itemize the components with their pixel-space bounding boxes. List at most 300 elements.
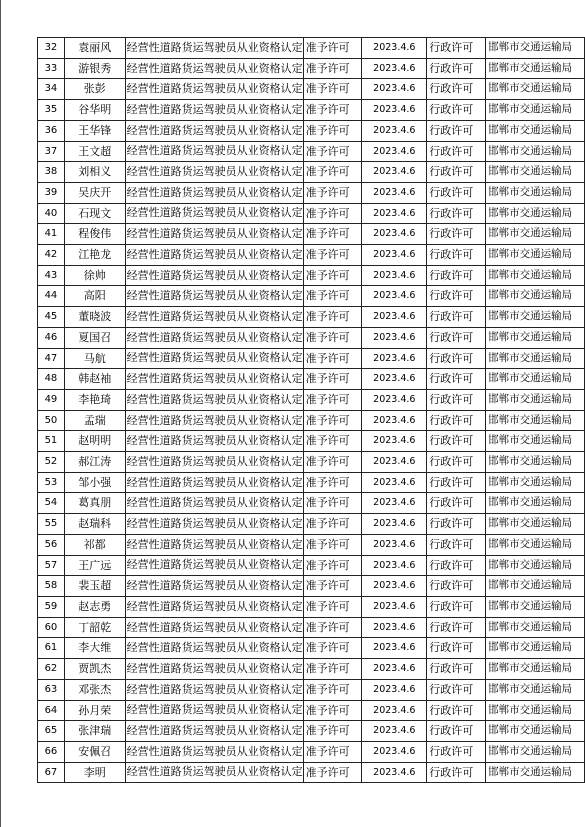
date-cell: 2023.4.6 bbox=[362, 431, 427, 452]
name-cell: 袁丽风 bbox=[64, 38, 125, 59]
permit-item-cell bbox=[125, 348, 303, 369]
name-cell: 邓张杰 bbox=[64, 679, 125, 700]
permit-item-cell bbox=[125, 120, 303, 141]
category-cell: 行政许可 bbox=[427, 286, 486, 307]
permit-item-cell bbox=[125, 472, 303, 493]
date-cell: 2023.4.6 bbox=[362, 265, 427, 286]
name-cell: 李艳琦 bbox=[64, 389, 125, 410]
authority-cell: 邯郸市交通运输局 bbox=[486, 224, 585, 245]
decision-cell: 准予许可 bbox=[303, 555, 362, 576]
permit-item-cell bbox=[125, 700, 303, 721]
date-cell: 2023.4.6 bbox=[362, 452, 427, 473]
date-cell: 2023.4.6 bbox=[362, 100, 427, 121]
date-cell: 2023.4.6 bbox=[362, 162, 427, 183]
permit-item-text: 经营性道路货运驾驶员从业资格认定 bbox=[126, 61, 303, 75]
row-number-cell: 54 bbox=[38, 493, 65, 514]
authority-cell: 邯郸市交通运输局 bbox=[486, 369, 585, 390]
permit-item-cell bbox=[125, 679, 303, 700]
table-row bbox=[38, 182, 585, 203]
name-cell: 高阳 bbox=[64, 286, 125, 307]
authority-cell: 邯郸市交通运输局 bbox=[486, 555, 585, 576]
table-row bbox=[38, 431, 585, 452]
date-cell: 2023.4.6 bbox=[362, 389, 427, 410]
name-cell: 吴庆开 bbox=[64, 182, 125, 203]
date-cell: 2023.4.6 bbox=[362, 79, 427, 100]
permit-item-text: 经营性道路货运驾驶员从业资格认定 bbox=[126, 289, 303, 303]
decision-cell: 准予许可 bbox=[303, 762, 362, 783]
row-number-cell: 60 bbox=[38, 617, 65, 638]
permit-item-text: 经营性道路货运驾驶员从业资格认定 bbox=[126, 434, 303, 448]
date-cell: 2023.4.6 bbox=[362, 203, 427, 224]
decision-cell: 准予许可 bbox=[303, 514, 362, 535]
name-cell: 郝江涛 bbox=[64, 452, 125, 473]
row-number-cell: 53 bbox=[38, 472, 65, 493]
permit-item-cell bbox=[125, 638, 303, 659]
authority-cell: 邯郸市交通运输局 bbox=[486, 265, 585, 286]
row-number-cell: 42 bbox=[38, 245, 65, 266]
authority-cell: 邯郸市交通运输局 bbox=[486, 659, 585, 680]
table-row bbox=[38, 762, 585, 783]
permit-item-cell bbox=[125, 452, 303, 473]
permit-item-text: 经营性道路货运驾驶员从业资格认定 bbox=[126, 703, 303, 717]
permit-item-cell bbox=[125, 182, 303, 203]
row-number-cell: 34 bbox=[38, 79, 65, 100]
row-number-cell: 48 bbox=[38, 369, 65, 390]
permit-item-text: 经营性道路货运驾驶员从业资格认定 bbox=[126, 247, 303, 261]
date-cell: 2023.4.6 bbox=[362, 58, 427, 79]
authority-cell: 邯郸市交通运输局 bbox=[486, 721, 585, 742]
table-row bbox=[38, 638, 585, 659]
row-number-cell: 56 bbox=[38, 534, 65, 555]
authority-cell: 邯郸市交通运输局 bbox=[486, 389, 585, 410]
decision-cell: 准予许可 bbox=[303, 617, 362, 638]
name-cell: 赵志勇 bbox=[64, 596, 125, 617]
permit-item-text: 经营性道路货运驾驶员从业资格认定 bbox=[126, 496, 303, 510]
permit-item-text: 经营性道路货运驾驶员从业资格认定 bbox=[126, 744, 303, 758]
table-row bbox=[38, 493, 585, 514]
table-row bbox=[38, 700, 585, 721]
permit-item-text: 经营性道路货运驾驶员从业资格认定 bbox=[126, 227, 303, 241]
authority-cell: 邯郸市交通运输局 bbox=[486, 307, 585, 328]
permit-item-text: 经营性道路货运驾驶员从业资格认定 bbox=[126, 144, 303, 158]
name-cell: 孟瑞 bbox=[64, 410, 125, 431]
table-row bbox=[38, 265, 585, 286]
permit-item-cell bbox=[125, 659, 303, 680]
table-row bbox=[38, 555, 585, 576]
row-number-cell: 38 bbox=[38, 162, 65, 183]
date-cell: 2023.4.6 bbox=[362, 493, 427, 514]
permit-table-body bbox=[38, 38, 585, 783]
row-number-cell: 50 bbox=[38, 410, 65, 431]
category-cell: 行政许可 bbox=[427, 327, 486, 348]
category-cell: 行政许可 bbox=[427, 203, 486, 224]
decision-cell: 准予许可 bbox=[303, 431, 362, 452]
permit-item-text: 经营性道路货运驾驶员从业资格认定 bbox=[126, 641, 303, 655]
row-number-cell: 55 bbox=[38, 514, 65, 535]
date-cell: 2023.4.6 bbox=[362, 741, 427, 762]
date-cell: 2023.4.6 bbox=[362, 120, 427, 141]
row-number-cell: 65 bbox=[38, 721, 65, 742]
decision-cell: 准予许可 bbox=[303, 58, 362, 79]
name-cell: 张彭 bbox=[64, 79, 125, 100]
category-cell: 行政许可 bbox=[427, 452, 486, 473]
permit-item-text: 经营性道路货运驾驶员从业资格认定 bbox=[126, 372, 303, 386]
date-cell: 2023.4.6 bbox=[362, 679, 427, 700]
name-cell: 徐帅 bbox=[64, 265, 125, 286]
name-cell: 张津瑞 bbox=[64, 721, 125, 742]
authority-cell: 邯郸市交通运输局 bbox=[486, 638, 585, 659]
name-cell: 赵瑞科 bbox=[64, 514, 125, 535]
decision-cell: 准予许可 bbox=[303, 369, 362, 390]
date-cell: 2023.4.6 bbox=[362, 141, 427, 162]
row-number-cell: 51 bbox=[38, 431, 65, 452]
date-cell: 2023.4.6 bbox=[362, 286, 427, 307]
category-cell: 行政许可 bbox=[427, 224, 486, 245]
table-row bbox=[38, 576, 585, 597]
permit-item-text: 经营性道路货运驾驶员从业资格认定 bbox=[126, 454, 303, 468]
name-cell: 赵明明 bbox=[64, 431, 125, 452]
category-cell: 行政许可 bbox=[427, 369, 486, 390]
permit-item-cell bbox=[125, 38, 303, 59]
date-cell: 2023.4.6 bbox=[362, 576, 427, 597]
permit-item-cell bbox=[125, 555, 303, 576]
table-row bbox=[38, 617, 585, 638]
permit-item-text: 经营性道路货运驾驶员从业资格认定 bbox=[126, 724, 303, 738]
table-row bbox=[38, 307, 585, 328]
row-number-cell: 35 bbox=[38, 100, 65, 121]
table-row bbox=[38, 162, 585, 183]
decision-cell: 准予许可 bbox=[303, 472, 362, 493]
decision-cell: 准予许可 bbox=[303, 286, 362, 307]
decision-cell: 准予许可 bbox=[303, 721, 362, 742]
permit-item-cell bbox=[125, 141, 303, 162]
name-cell: 邹小强 bbox=[64, 472, 125, 493]
name-cell: 李明 bbox=[64, 762, 125, 783]
decision-cell: 准予许可 bbox=[303, 120, 362, 141]
row-number-cell: 62 bbox=[38, 659, 65, 680]
decision-cell: 准予许可 bbox=[303, 38, 362, 59]
name-cell: 葛真朋 bbox=[64, 493, 125, 514]
authority-cell: 邯郸市交通运输局 bbox=[486, 472, 585, 493]
category-cell: 行政许可 bbox=[427, 576, 486, 597]
category-cell: 行政许可 bbox=[427, 514, 486, 535]
permit-item-text: 经营性道路货运驾驶员从业资格认定 bbox=[126, 392, 303, 406]
row-number-cell: 49 bbox=[38, 389, 65, 410]
permit-item-cell bbox=[125, 100, 303, 121]
row-number-cell: 63 bbox=[38, 679, 65, 700]
date-cell: 2023.4.6 bbox=[362, 721, 427, 742]
authority-cell: 邯郸市交通运输局 bbox=[486, 58, 585, 79]
date-cell: 2023.4.6 bbox=[362, 472, 427, 493]
permit-item-text: 经营性道路货运驾驶员从业资格认定 bbox=[126, 413, 303, 427]
category-cell: 行政许可 bbox=[427, 638, 486, 659]
date-cell: 2023.4.6 bbox=[362, 224, 427, 245]
permit-item-text: 经营性道路货运驾驶员从业资格认定 bbox=[126, 330, 303, 344]
category-cell: 行政许可 bbox=[427, 162, 486, 183]
category-cell: 行政许可 bbox=[427, 472, 486, 493]
permit-item-cell bbox=[125, 389, 303, 410]
table-row bbox=[38, 224, 585, 245]
table-row bbox=[38, 389, 585, 410]
table-row bbox=[38, 721, 585, 742]
table-row bbox=[38, 245, 585, 266]
permit-item-text: 经营性道路货运驾驶员从业资格认定 bbox=[126, 682, 303, 696]
permit-item-cell bbox=[125, 617, 303, 638]
decision-cell: 准予许可 bbox=[303, 79, 362, 100]
row-number-cell: 66 bbox=[38, 741, 65, 762]
row-number-cell: 39 bbox=[38, 182, 65, 203]
authority-cell: 邯郸市交通运输局 bbox=[486, 596, 585, 617]
permit-item-text: 经营性道路货运驾驶员从业资格认定 bbox=[126, 268, 303, 282]
row-number-cell: 45 bbox=[38, 307, 65, 328]
authority-cell: 邯郸市交通运输局 bbox=[486, 38, 585, 59]
table-row bbox=[38, 369, 585, 390]
authority-cell: 邯郸市交通运输局 bbox=[486, 493, 585, 514]
permit-item-text: 经营性道路货运驾驶员从业资格认定 bbox=[126, 475, 303, 489]
name-cell: 程俊伟 bbox=[64, 224, 125, 245]
decision-cell: 准予许可 bbox=[303, 224, 362, 245]
table-row bbox=[38, 472, 585, 493]
category-cell: 行政许可 bbox=[427, 721, 486, 742]
decision-cell: 准予许可 bbox=[303, 493, 362, 514]
authority-cell: 邯郸市交通运输局 bbox=[486, 203, 585, 224]
category-cell: 行政许可 bbox=[427, 762, 486, 783]
name-cell: 韩赵袖 bbox=[64, 369, 125, 390]
row-number-cell: 43 bbox=[38, 265, 65, 286]
category-cell: 行政许可 bbox=[427, 38, 486, 59]
row-number-cell: 58 bbox=[38, 576, 65, 597]
category-cell: 行政许可 bbox=[427, 431, 486, 452]
authority-cell: 邯郸市交通运输局 bbox=[486, 741, 585, 762]
authority-cell: 邯郸市交通运输局 bbox=[486, 286, 585, 307]
name-cell: 孙月荣 bbox=[64, 700, 125, 721]
name-cell: 董晓波 bbox=[64, 307, 125, 328]
authority-cell: 邯郸市交通运输局 bbox=[486, 120, 585, 141]
table-row bbox=[38, 659, 585, 680]
category-cell: 行政许可 bbox=[427, 141, 486, 162]
row-number-cell: 52 bbox=[38, 452, 65, 473]
name-cell: 刘相义 bbox=[64, 162, 125, 183]
permit-item-cell bbox=[125, 369, 303, 390]
category-cell: 行政许可 bbox=[427, 245, 486, 266]
category-cell: 行政许可 bbox=[427, 265, 486, 286]
permit-item-cell bbox=[125, 327, 303, 348]
permit-item-cell bbox=[125, 534, 303, 555]
row-number-cell: 46 bbox=[38, 327, 65, 348]
row-number-cell: 40 bbox=[38, 203, 65, 224]
row-number-cell: 32 bbox=[38, 38, 65, 59]
row-number-cell: 36 bbox=[38, 120, 65, 141]
permit-item-cell bbox=[125, 410, 303, 431]
permit-item-cell bbox=[125, 79, 303, 100]
authority-cell: 邯郸市交通运输局 bbox=[486, 79, 585, 100]
date-cell: 2023.4.6 bbox=[362, 762, 427, 783]
name-cell: 马航 bbox=[64, 348, 125, 369]
permit-item-cell bbox=[125, 203, 303, 224]
category-cell: 行政许可 bbox=[427, 79, 486, 100]
table-row bbox=[38, 596, 585, 617]
row-number-cell: 64 bbox=[38, 700, 65, 721]
date-cell: 2023.4.6 bbox=[362, 700, 427, 721]
table-row bbox=[38, 679, 585, 700]
date-cell: 2023.4.6 bbox=[362, 659, 427, 680]
category-cell: 行政许可 bbox=[427, 679, 486, 700]
table-row bbox=[38, 141, 585, 162]
authority-cell: 邯郸市交通运输局 bbox=[486, 617, 585, 638]
permit-item-text: 经营性道路货运驾驶员从业资格认定 bbox=[126, 82, 303, 96]
category-cell: 行政许可 bbox=[427, 596, 486, 617]
category-cell: 行政许可 bbox=[427, 307, 486, 328]
name-cell: 夏国召 bbox=[64, 327, 125, 348]
table-row bbox=[38, 534, 585, 555]
permit-item-cell bbox=[125, 58, 303, 79]
permit-item-cell bbox=[125, 493, 303, 514]
authority-cell: 邯郸市交通运输局 bbox=[486, 576, 585, 597]
permit-item-text: 经营性道路货运驾驶员从业资格认定 bbox=[126, 558, 303, 572]
table-row bbox=[38, 100, 585, 121]
permit-item-text: 经营性道路货运驾驶员从业资格认定 bbox=[126, 620, 303, 634]
decision-cell: 准予许可 bbox=[303, 700, 362, 721]
permit-item-text: 经营性道路货运驾驶员从业资格认定 bbox=[126, 537, 303, 551]
permit-item-cell bbox=[125, 596, 303, 617]
date-cell: 2023.4.6 bbox=[362, 38, 427, 59]
table-row bbox=[38, 58, 585, 79]
decision-cell: 准予许可 bbox=[303, 410, 362, 431]
permit-item-cell bbox=[125, 245, 303, 266]
permit-item-cell bbox=[125, 265, 303, 286]
category-cell: 行政许可 bbox=[427, 659, 486, 680]
decision-cell: 准予许可 bbox=[303, 389, 362, 410]
permit-item-cell bbox=[125, 286, 303, 307]
decision-cell: 准予许可 bbox=[303, 162, 362, 183]
name-cell: 王文超 bbox=[64, 141, 125, 162]
table-row bbox=[38, 452, 585, 473]
row-number-cell: 37 bbox=[38, 141, 65, 162]
category-cell: 行政许可 bbox=[427, 741, 486, 762]
permit-table bbox=[37, 37, 585, 783]
date-cell: 2023.4.6 bbox=[362, 638, 427, 659]
date-cell: 2023.4.6 bbox=[362, 555, 427, 576]
decision-cell: 准予许可 bbox=[303, 576, 362, 597]
date-cell: 2023.4.6 bbox=[362, 327, 427, 348]
authority-cell: 邯郸市交通运输局 bbox=[486, 348, 585, 369]
permit-item-cell bbox=[125, 307, 303, 328]
category-cell: 行政许可 bbox=[427, 58, 486, 79]
decision-cell: 准予许可 bbox=[303, 307, 362, 328]
table-row bbox=[38, 286, 585, 307]
decision-cell: 准予许可 bbox=[303, 679, 362, 700]
date-cell: 2023.4.6 bbox=[362, 348, 427, 369]
permit-item-text: 经营性道路货运驾驶员从业资格认定 bbox=[126, 517, 303, 531]
category-cell: 行政许可 bbox=[427, 700, 486, 721]
category-cell: 行政许可 bbox=[427, 493, 486, 514]
date-cell: 2023.4.6 bbox=[362, 534, 427, 555]
decision-cell: 准予许可 bbox=[303, 452, 362, 473]
permit-item-text: 经营性道路货运驾驶员从业资格认定 bbox=[126, 206, 303, 220]
decision-cell: 准予许可 bbox=[303, 327, 362, 348]
name-cell: 丁韶乾 bbox=[64, 617, 125, 638]
authority-cell: 邯郸市交通运输局 bbox=[486, 514, 585, 535]
table-row bbox=[38, 514, 585, 535]
category-cell: 行政许可 bbox=[427, 410, 486, 431]
table-row bbox=[38, 741, 585, 762]
category-cell: 行政许可 bbox=[427, 120, 486, 141]
authority-cell: 邯郸市交通运输局 bbox=[486, 245, 585, 266]
permit-item-text: 经营性道路货运驾驶员从业资格认定 bbox=[126, 661, 303, 675]
permit-item-cell bbox=[125, 431, 303, 452]
table-row bbox=[38, 203, 585, 224]
authority-cell: 邯郸市交通运输局 bbox=[486, 141, 585, 162]
authority-cell: 邯郸市交通运输局 bbox=[486, 431, 585, 452]
name-cell: 裴玉超 bbox=[64, 576, 125, 597]
row-number-cell: 59 bbox=[38, 596, 65, 617]
name-cell: 祁都 bbox=[64, 534, 125, 555]
decision-cell: 准予许可 bbox=[303, 245, 362, 266]
category-cell: 行政许可 bbox=[427, 182, 486, 203]
name-cell: 游银秀 bbox=[64, 58, 125, 79]
decision-cell: 准予许可 bbox=[303, 100, 362, 121]
authority-cell: 邯郸市交通运输局 bbox=[486, 700, 585, 721]
table-row bbox=[38, 79, 585, 100]
table-row bbox=[38, 410, 585, 431]
category-cell: 行政许可 bbox=[427, 555, 486, 576]
date-cell: 2023.4.6 bbox=[362, 617, 427, 638]
row-number-cell: 41 bbox=[38, 224, 65, 245]
decision-cell: 准予许可 bbox=[303, 659, 362, 680]
name-cell: 李大维 bbox=[64, 638, 125, 659]
date-cell: 2023.4.6 bbox=[362, 182, 427, 203]
page-left-edge bbox=[0, 0, 1, 827]
permit-item-text: 经营性道路货运驾驶员从业资格认定 bbox=[126, 309, 303, 323]
decision-cell: 准予许可 bbox=[303, 141, 362, 162]
permit-item-text: 经营性道路货运驾驶员从业资格认定 bbox=[126, 351, 303, 365]
category-cell: 行政许可 bbox=[427, 389, 486, 410]
row-number-cell: 33 bbox=[38, 58, 65, 79]
authority-cell: 邯郸市交通运输局 bbox=[486, 410, 585, 431]
date-cell: 2023.4.6 bbox=[362, 596, 427, 617]
decision-cell: 准予许可 bbox=[303, 741, 362, 762]
table-row bbox=[38, 348, 585, 369]
authority-cell: 邯郸市交通运输局 bbox=[486, 679, 585, 700]
authority-cell: 邯郸市交通运输局 bbox=[486, 327, 585, 348]
permit-item-text: 经营性道路货运驾驶员从业资格认定 bbox=[126, 185, 303, 199]
name-cell: 谷华明 bbox=[64, 100, 125, 121]
name-cell: 贾凯杰 bbox=[64, 659, 125, 680]
date-cell: 2023.4.6 bbox=[362, 307, 427, 328]
date-cell: 2023.4.6 bbox=[362, 514, 427, 535]
authority-cell: 邯郸市交通运输局 bbox=[486, 534, 585, 555]
authority-cell: 邯郸市交通运输局 bbox=[486, 762, 585, 783]
authority-cell: 邯郸市交通运输局 bbox=[486, 162, 585, 183]
permit-item-cell bbox=[125, 721, 303, 742]
permit-item-cell bbox=[125, 741, 303, 762]
name-cell: 王华锋 bbox=[64, 120, 125, 141]
decision-cell: 准予许可 bbox=[303, 596, 362, 617]
permit-item-cell bbox=[125, 224, 303, 245]
table-row bbox=[38, 327, 585, 348]
permit-item-text: 经营性道路货运驾驶员从业资格认定 bbox=[126, 599, 303, 613]
name-cell: 石现文 bbox=[64, 203, 125, 224]
name-cell: 江艳龙 bbox=[64, 245, 125, 266]
date-cell: 2023.4.6 bbox=[362, 245, 427, 266]
authority-cell: 邯郸市交通运输局 bbox=[486, 100, 585, 121]
name-cell: 王广远 bbox=[64, 555, 125, 576]
name-cell: 安佩召 bbox=[64, 741, 125, 762]
decision-cell: 准予许可 bbox=[303, 265, 362, 286]
permit-item-text: 经营性道路货运驾驶员从业资格认定 bbox=[126, 40, 303, 54]
category-cell: 行政许可 bbox=[427, 100, 486, 121]
permit-item-text: 经营性道路货运驾驶员从业资格认定 bbox=[126, 579, 303, 593]
